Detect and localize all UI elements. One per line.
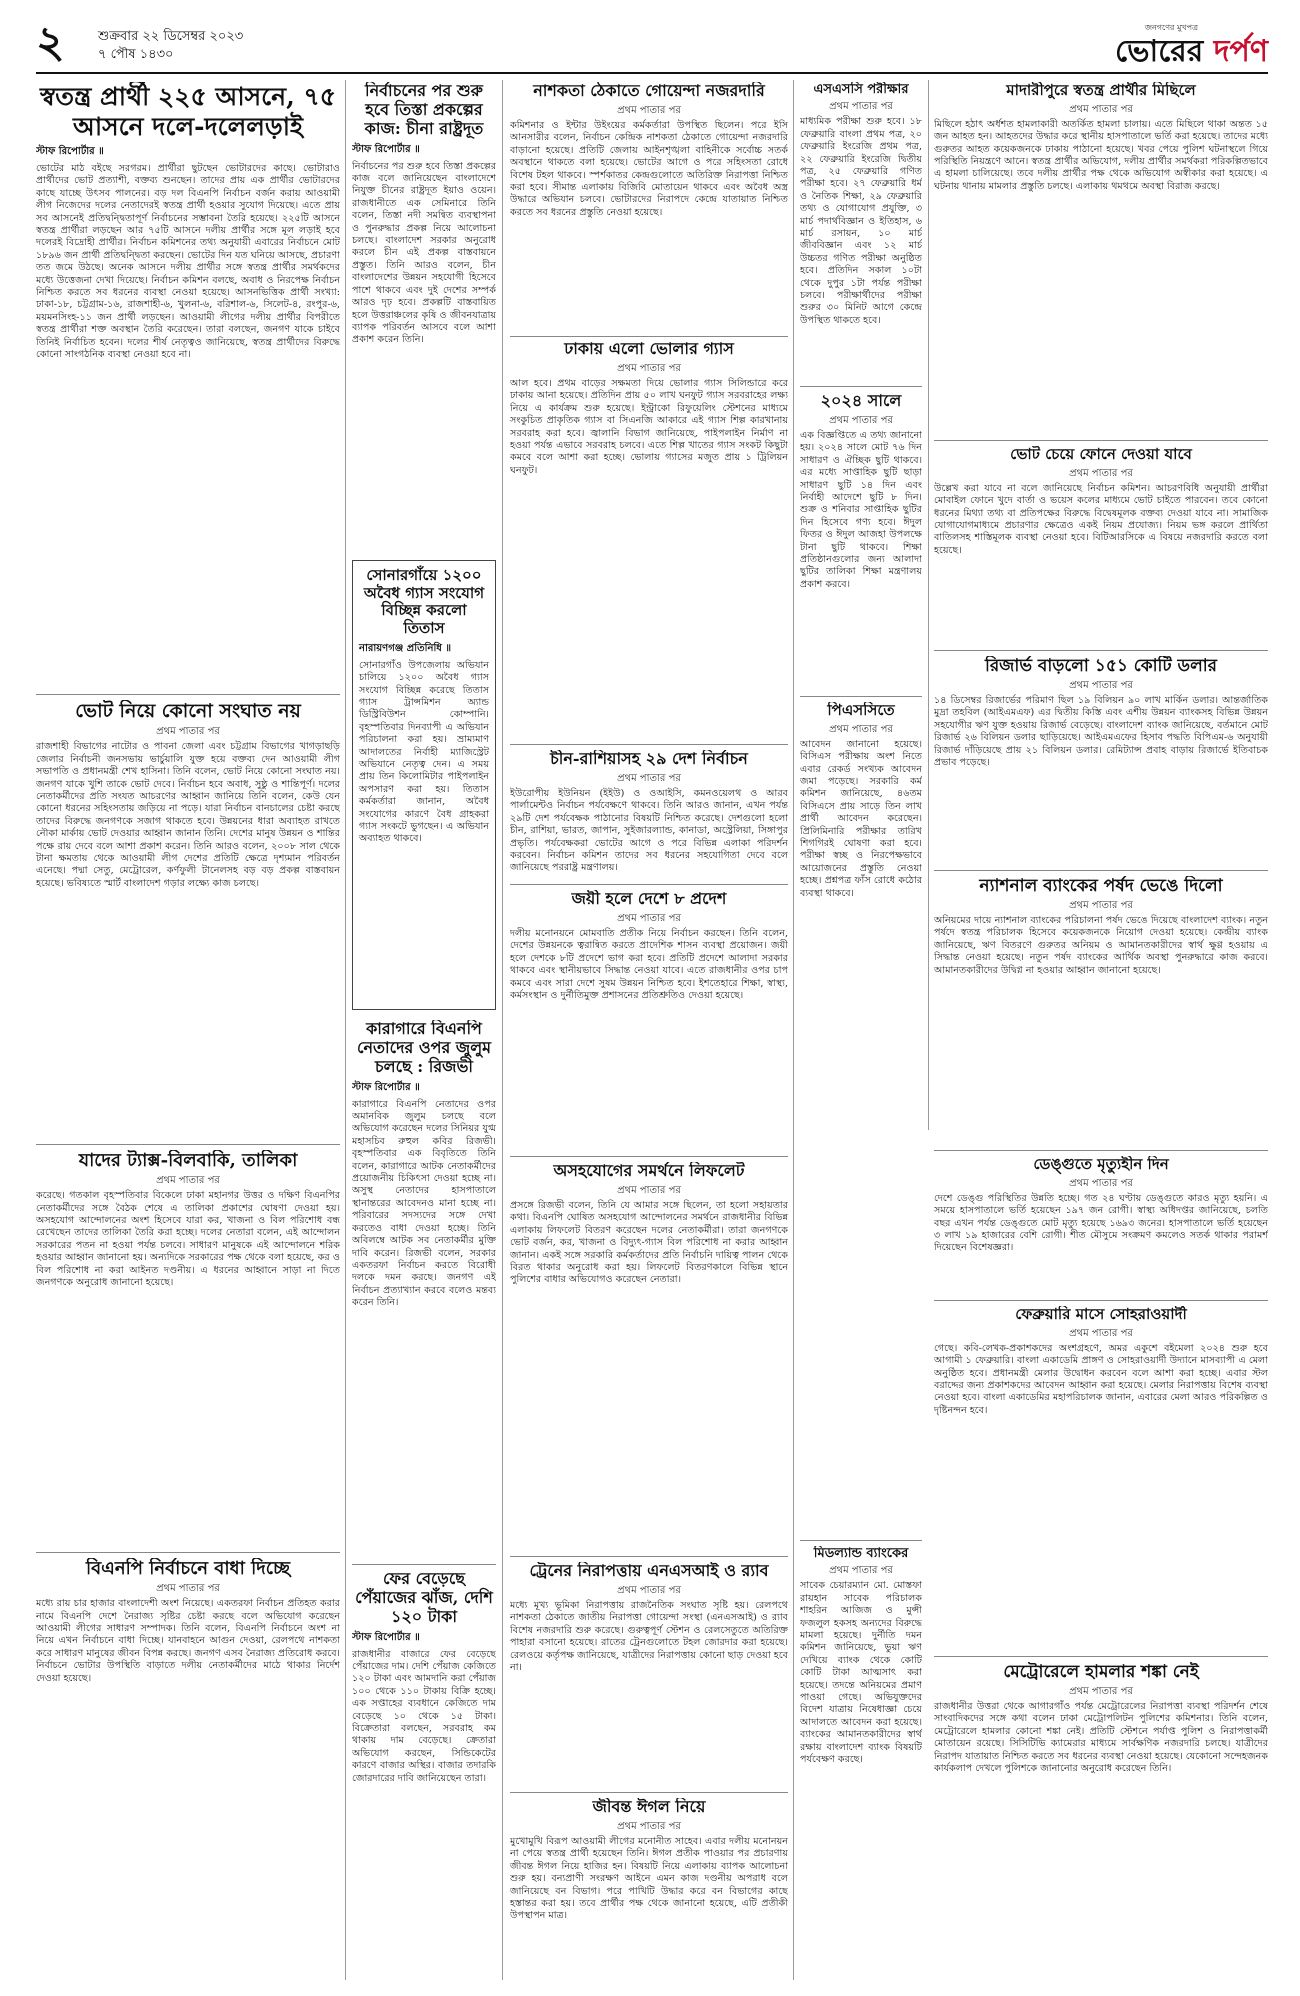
- article-body: মুখোমুখি বিরূপ আওয়ামী লীগের মনোনীত সাহেব। এবার দলীয় মনোনয়ন না পেয়ে স্বতন্ত্র প্রার্থী হয়েছেন তিনি। ঈগল প্রতীক পাওয়ার পর প্রচারণায় জীবন্ত ঈগল নিয়ে হাজির হন। বিষয়টি নিয়ে এলাকায় ব্যাপক আলোচনা শুরু হয়। বন্যপ্রাণী সংরক্ষণ আইনে এমন কাজ দণ্ডনীয় অপরাধ বলে জানিয়েছে বন বিভাগ। পরে পাখিটি উদ্ধার করে বন বিভাগের কাছে হস্তান্তর করা হয়। তবে প্রার্থীর পক্ষ থেকে জানানো হয়েছে, এটি প্রতীকী উপস্থাপন মাত্র।: [510, 1835, 788, 1922]
- article-phone-vote: [934, 446, 1268, 646]
- headline: নাশকতা ঠেকাতে গোয়েন্দা নজরদারি: [533, 82, 765, 100]
- article-suhrawardy: [934, 1306, 1268, 1652]
- continued-label: প্রথম পাতার পর: [829, 1565, 893, 1577]
- column-divider: [345, 80, 346, 1980]
- headline: পিএসসিতে: [827, 702, 895, 719]
- article-sabotage-surveillance: [510, 82, 788, 332]
- continued-label: প্রথম পাতার পর: [617, 104, 681, 116]
- newspaper-logo: [1115, 22, 1268, 69]
- article-body: রাজধানীর বাজারে ফের বেড়েছে পেঁয়াজের দাম। দেশি পেঁয়াজ কেজিতে ১২০ টাকা এবং আমদানি করা পেঁয়াজ ১০০ থেকে ১১০ টাকায় বিক্রি হচ্ছে। এক সপ্তাহের ব্যবধানে কেজিতে দাম বেড়েছে ১০ থেকে ১৫ টাকা। বিক্রেতারা বলছেন, সরবরাহ কম থাকায় দাম বেড়েছে। ক্রেতারা অভিযোগ করছেন, সিন্ডিকেটের কারণে বাজার অস্থির। বাজার তদারকি জোরদারের দাবি জানিয়েছেন তারা।: [352, 1648, 496, 1784]
- article-body: আবেদন জানানো হয়েছে। বিসিএস পরীক্ষায় অংশ নিতে এবার রেকর্ড সংখ্যক আবেদন জমা পড়েছে। সরকারি কর্ম কমিশন জানিয়েছে, ৪৬তম বিসিএসে প্রায় সাড়ে তিন লাখ প্রার্থী আবেদন করেছেন। প্রিলিমিনারি পরীক্ষার তারিখ শিগগিরই ঘোষণা করা হবে। পরীক্ষা স্বচ্ছ ও নিরপেক্ষভাবে আয়োজনের প্রস্তুতি নেওয়া হচ্ছে। প্রশ্নপত্র ফাঁস রোধে কঠোর ব্যবস্থা থাকবে।: [800, 738, 922, 899]
- article-onion: [352, 1570, 496, 1978]
- article-china-russia: [510, 750, 788, 880]
- article-body: দলীয় মনোনয়নে মোমবাতি প্রতীক নিয়ে নির্বাচন করছেন। তিনি বলেন, দেশের উন্নয়নকে ত্বরান্বিত করতে প্রাদেশিক শাসন ব্যবস্থা প্রয়োজন। জয়ী হলে দেশকে ৮টি প্রদেশে ভাগ করা হবে। প্রতিটি প্রদেশে আলাদা সরকার থাকবে এবং স্থানীয়ভাবে সিদ্ধান্ত নেওয়া যাবে। এতে রাজধানীর ওপর চাপ কমবে এবং সারা দেশে সুষম উন্নয়ন নিশ্চিত হবে। ইশতেহারে শিক্ষা, স্বাস্থ্য, কর্মসংস্থান ও দুর্নীতিমুক্ত প্রশাসনের প্রতিশ্রুতিও দেওয়া হয়েছে।: [510, 927, 788, 1001]
- article-ssc: [800, 82, 922, 382]
- headline: জয়ী হলে দেশে ৮ প্রদেশ: [571, 890, 727, 908]
- article-separator: [934, 870, 1268, 871]
- article-body: রাজধানীর উত্তরা থেকে আগারগাঁও পর্যন্ত মেট্রোরেলের নিরাপত্তা ব্যবস্থা পরিদর্শন শেষে সাংবাদিকদের সঙ্গে কথা বলেন ঢাকা মেট্রোপলিটন পুলিশের কমিশনার। তিনি বলেন, মেট্রোরেলে হামলার কোনো শঙ্কা নেই। প্রতিটি স্টেশনে পর্যাপ্ত পুলিশ ও নিরাপত্তাকর্মী মোতায়েন রয়েছে। সিসিটিভি ক্যামেরার মাধ্যমে সার্বক্ষণিক নজরদারি চলছে। যাত্রীদের নিরাপদ যাতায়াত নিশ্চিত করতে সব ধরনের ব্যবস্থা নেওয়া হয়েছে। যেকোনো সন্দেহজনক কার্যকলাপ দেখলে পুলিশকে জানানোর অনুরোধ করেছেন তিনি।: [934, 1701, 1268, 1775]
- column-divider: [502, 80, 503, 1980]
- article-reserve: [934, 656, 1268, 866]
- headline: মিডল্যান্ড ব্যাংকের: [813, 1546, 909, 1561]
- continued-label: প্রথম পাতার পর: [156, 1583, 220, 1595]
- article-tista: [352, 82, 496, 552]
- article-separator: [36, 1144, 340, 1145]
- headline: মেট্রোরেলে হামলার শঙ্কা নেই: [1003, 1662, 1199, 1682]
- article-2024: [800, 392, 922, 692]
- byline: স্টাফ রিপোর্টার ॥: [352, 143, 420, 155]
- article-separator: [934, 1150, 1268, 1151]
- headline: ২০২৪ সালে: [820, 392, 902, 410]
- headline: চীন-রাশিয়াসহ ২৯ দেশ নির্বাচন: [550, 750, 748, 768]
- headline: মাদারীপুরে স্বতন্ত্র প্রার্থীর মিছিলে: [1006, 82, 1196, 99]
- headline: কারাগারে বিএনপি নেতাদের ওপর জুলুম চলছে : রিজভী: [356, 1020, 492, 1076]
- dateline: [98, 28, 243, 64]
- article-bnp-jail: [352, 1020, 496, 1560]
- article-body: করেছে। গতকাল বৃহস্পতিবার বিকেলে ঢাকা মহানগর উত্তর ও দক্ষিণ বিএনপির নেতাকর্মীদের সঙ্গে বৈঠক শেষে এ তালিকা প্রকাশের ঘোষণা দেওয়া হয়। অসহযোগ আন্দোলনের অংশ হিসেবে যারা কর, খাজনা ও বিল পরিশোধ বন্ধ রেখেছেন তাদের তালিকা তৈরি করা হচ্ছে। দলের নেতারা বলেন, এই আন্দোলন সরকারের পতন না হওয়া পর্যন্ত চলবে। সাধারণ মানুষকে এই আন্দোলনে শরিক হওয়ার আহ্বান জানানো হয়। অন্যদিকে সরকারের পক্ষ থেকে বলা হয়েছে, কর ও বিল পরিশোধ না করা আইনত দণ্ডনীয়। এ ধরনের আহ্বানে সাড়া না দিতে জনগণকে অনুরোধ জানানো হয়েছে।: [36, 1190, 340, 1289]
- headline: অসহযোগের সমর্থনে লিফলেট: [553, 1162, 745, 1180]
- article-separator: [934, 440, 1268, 441]
- article-separator: [36, 694, 340, 695]
- continued-label: প্রথম পাতার পর: [1069, 103, 1133, 115]
- article-body: মিছিলে হঠাৎ অর্ধশত হামলাকারী অতর্কিত হামলা চালায়। এতে মিছিলে থাকা অন্তত ১৫ জন আহত হন। আহতদের উদ্ধার করে স্থানীয় হাসপাতালে ভর্তি করা হয়েছে। তাদের মধ্যে গুরুতর আহত কয়েকজনকে ঢাকায় পাঠানো হয়েছে। খবর পেয়ে পুলিশ ঘটনাস্থলে গিয়ে পরিস্থিতি নিয়ন্ত্রণে আনে। স্বতন্ত্র প্রার্থীর অভিযোগ, দলীয় প্রার্থীর সমর্থকরা পরিকল্পিতভাবে এ হামলা চালিয়েছে। তবে দলীয় প্রার্থীর পক্ষ থেকে অভিযোগ অস্বীকার করা হয়েছে। এ ঘটনায় থানায় মামলার প্রস্তুতি চলছে। এলাকায় থমথমে অবস্থা বিরাজ করছে।: [934, 118, 1268, 192]
- article-body: মধ্যে রায় চার হাজার বাংলাদেশী অংশ নিয়েছে। একতরফা নির্বাচন প্রতিহত করার নামে বিএনপি দেশে নৈরাজ্য সৃষ্টির চেষ্টা করছে বলে অভিযোগ করেছেন আওয়ামী লীগের সাধারণ সম্পাদক। তিনি বলেন, বিএনপি নির্বাচনে অংশ না নিয়ে এখন নির্বাচনে বাধা দিচ্ছে। যানবাহনে আগুন দেওয়া, রেলপথে নাশকতা করে সাধারণ মানুষের জীবন বিপন্ন করছে। জনগণ এসব নৈরাজ্য প্রতিরোধ করবে। নির্বাচনে ভোটার উপস্থিতি বাড়াতে দলীয় নেতাকর্মীদের মাঠে থাকার নির্দেশ দেওয়া হয়েছে।: [36, 1598, 340, 1684]
- continued-label: প্রথম পাতার পর: [617, 1584, 681, 1596]
- article-body: কারাগারে বিএনপি নেতাদের ওপর অমানবিক জুলুম চলছে বলে অভিযোগ করেছেন দলের সিনিয়র যুগ্ম মহাসচিব রুহুল কবির রিজভী। বৃহস্পতিবার এক বিবৃতিতে তিনি বলেন, কারাগারে আটক নেতাকর্মীদের প্রয়োজনীয় চিকিৎসা দেওয়া হচ্ছে না। অসুস্থ নেতাদের হাসপাতালে স্থানান্তরের আবেদনও মানা হচ্ছে না। পরিবারের সদস্যদের সঙ্গে দেখা করতেও বাধা দেওয়া হচ্ছে। তিনি অবিলম্বে আটক সব নেতাকর্মীর মুক্তি দাবি করেন। রিজভী বলেন, সরকার একতরফা নির্বাচন করতে বিরোধী দলকে দমন করছে। জনগণ এই নির্বাচন প্রত্যাখ্যান করবে বলেও মন্তব্য করেন তিনি।: [352, 1098, 496, 1309]
- article-separator: [352, 1564, 496, 1565]
- article-separator: [934, 1656, 1268, 1657]
- headline: বিএনপি নির্বাচনে বাধা দিচ্ছে: [85, 1558, 291, 1579]
- article-separator: [510, 884, 788, 885]
- continued-label: প্রথম পাতার পর: [829, 101, 893, 113]
- continued-label: প্রথম পাতার পর: [617, 772, 681, 784]
- article-separator: [510, 1792, 788, 1793]
- headline: ভোট নিয়ে কোনো সংঘাত নয়: [75, 700, 301, 722]
- headline: ভোট চেয়ে ফোনে দেওয়া যাবে: [1010, 446, 1192, 463]
- headline: ফের বেড়েছে পেঁয়াজের ঝাঁজ, দেশি ১২০ টাকা: [355, 1570, 493, 1626]
- article-separator: [510, 1156, 788, 1157]
- article-leaflet: [510, 1162, 788, 1552]
- date-gregorian: শুক্রবার ২২ ডিসেম্বর ২০২৩: [98, 29, 244, 44]
- byline: স্টাফ রিপোর্টার ॥: [352, 1081, 420, 1093]
- logo-tagline: জনগণের মুখপত্র: [1144, 23, 1198, 32]
- logo-name: ভোরের দর্পণ: [1114, 34, 1268, 69]
- article-dengue: [934, 1156, 1268, 1296]
- article-body: সোনারগাঁও উপজেলায় অভিযান চালিয়ে ১২০০ অবৈধ গ্যাস সংযোগ বিচ্ছিন্ন করেছে তিতাস গ্যাস ট্রান্সমিশন অ্যান্ড ডিস্ট্রিবিউশন কোম্পানি। বৃহস্পতিবার দিনব্যাপী এ অভিযান পরিচালনা করা হয়। ভ্রাম্যমাণ আদালতের নির্বাহী ম্যাজিস্ট্রেট অভিযানে নেতৃত্ব দেন। এ সময় প্রায় তিন কিলোমিটার পাইপলাইন অপসারণ করা হয়। তিতাস কর্মকর্তারা জানান, অবৈধ সংযোগের কারণে বৈধ গ্রাহকরা গ্যাস সংকটে ভুগছেন। এ অভিযান অব্যাহত থাকবে।: [359, 659, 489, 845]
- headline: সোনারগাঁয়ে ১২০০ অবৈধ গ্যাস সংযোগ বিচ্ছিন্ন করলো তিতাস: [363, 566, 485, 638]
- headline: ফেব্রুয়ারি মাসে সোহরাওয়ার্দী: [1015, 1306, 1187, 1323]
- headline: ঢাকায় এলো ভোলার গ্যাস: [564, 340, 734, 358]
- article-body: নির্বাচনের পর শুরু হবে তিস্তা প্রকল্পের কাজ বলে জানিয়েছেন বাংলাদেশে নিযুক্ত চীনের রাষ্ট্রদূত ইয়াও ওয়েন। রাজধানীতে এক সেমিনারে তিনি বলেন, তিস্তা নদী সমন্বিত ব্যবস্থাপনা ও পুনরুদ্ধার প্রকল্প নিয়ে আলোচনা চলছে। বাংলাদেশ সরকার অনুরোধ করলে চীন এই প্রকল্প বাস্তবায়নে প্রস্তুত। তিনি আরও বলেন, চীন বাংলাদেশের উন্নয়ন সহযোগী হিসেবে পাশে থাকবে এবং দুই দেশের সম্পর্ক আরও দৃঢ় হবে। প্রকল্পটি বাস্তবায়িত হলে উত্তরাঞ্চলের কৃষি ও জীবনযাত্রায় ব্যাপক পরিবর্তন আসবে বলে আশা প্রকাশ করেন তিনি।: [352, 160, 496, 346]
- article-separator: [800, 386, 922, 387]
- continued-label: প্রথম পাতার পর: [617, 912, 681, 924]
- article-separator: [800, 696, 922, 697]
- article-body: প্রসঙ্গে রিজভী বলেন, তিনি যে আমার সঙ্গে ছিলেন, তা হলো সহায়তার কথা। বিএনপি ঘোষিত অসহযোগ আন্দোলনের সমর্থনে রাজধানীর বিভিন্ন এলাকায় লিফলেট বিতরণ করেছেন দলের নেতাকর্মীরা। তারা জনগণকে ভোট বর্জন, কর, খাজনা ও বিদ্যুৎ-গ্যাস বিল পরিশোধ না করার আহ্বান জানান। একই সঙ্গে সরকারি কর্মকর্তাদের প্রতি নির্বাচনি দায়িত্ব পালন থেকে বিরত থাকার অনুরোধ করা হয়। লিফলেট বিতরণকালে বিভিন্ন স্থানে পুলিশের বাধার অভিযোগও করেছেন নেতারা।: [510, 1199, 788, 1286]
- article-train-security: [510, 1562, 788, 1788]
- article-tax: [36, 1150, 340, 1548]
- continued-label: প্রথম পাতার পর: [829, 723, 893, 735]
- headline: স্বতন্ত্র প্রার্থী ২২৫ আসনে, ৭৫ আসনে দলে-দলেলড়াই: [40, 82, 336, 141]
- article-madaripur: [934, 82, 1268, 437]
- column-divider: [793, 80, 794, 1980]
- continued-label: প্রথম পাতার পর: [1069, 1327, 1133, 1339]
- continued-label: প্রথম পাতার পর: [1069, 900, 1133, 912]
- continued-label: প্রথম পাতার পর: [1069, 1177, 1133, 1189]
- article-eight-provinces: [510, 890, 788, 1152]
- continued-label: প্রথম পাতার পর: [829, 414, 893, 426]
- continued-label: প্রথম পাতার পর: [1069, 680, 1133, 692]
- masthead-rule: [36, 72, 1268, 74]
- article-body: মাধ্যমিক পরীক্ষা শুরু হবে। ১৮ ফেব্রুয়ারি বাংলা প্রথম পত্র, ২০ ফেব্রুয়ারি ইংরেজি প্রথম পত্র, ২২ ফেব্রুয়ারি ইংরেজি দ্বিতীয় পত্র, ২৫ ফেব্রুয়ারি গণিত পরীক্ষা হবে। ২৭ ফেব্রুয়ারি ধর্ম ও নৈতিক শিক্ষা, ২৯ ফেব্রুয়ারি তথ্য ও যোগাযোগ প্রযুক্তি, ৩ মার্চ পদার্থবিজ্ঞান ও ইতিহাস, ৬ মার্চ রসায়ন, ১০ মার্চ জীববিজ্ঞান এবং ১২ মার্চ উচ্চতর গণিত পরীক্ষা অনুষ্ঠিত হবে। প্রতিদিন সকাল ১০টা থেকে দুপুর ১টা পর্যন্ত পরীক্ষা চলবে। পরীক্ষার্থীদের পরীক্ষা শুরুর ৩০ মিনিট আগে কেন্দ্রে উপস্থিত থাকতে হবে।: [800, 116, 922, 326]
- article-psc: [800, 702, 922, 1142]
- article-body: ১৪ ডিসেম্বর রিজার্ভের পরিমাণ ছিল ১৯ বিলিয়ন ৯০ লাখ মার্কিন ডলার। আন্তর্জাতিক মুদ্রা তহবিল (আইএমএফ) এর দ্বিতীয় কিস্তি এবং এশীয় উন্নয়ন ব্যাংকসহ বিভিন্ন উন্নয়ন সহযোগীর ঋণ যুক্ত হওয়ায় রিজার্ভ বেড়েছে। বাংলাদেশ ব্যাংক জানিয়েছে, বর্তমানে মোট রিজার্ভ ২৬ বিলিয়ন ডলার ছাড়িয়েছে। আইএমএফের হিসাব পদ্ধতি বিপিএম-৬ অনুযায়ী রিজার্ভ দাঁড়িয়েছে প্রায় ২১ বিলিয়ন ডলার। রেমিট্যান্স প্রবাহ বাড়ায় রিজার্ভে ইতিবাচক প্রভাব পড়েছে।: [934, 695, 1268, 769]
- article-body: রাজশাহী বিভাগের নাটোর ও পাবনা জেলা এবং চট্টগ্রাম বিভাগের খাগড়াছড়ি জেলার নির্বাচনী জনসভায় ভার্চুয়ালি যুক্ত হয়ে বক্তব্য দেন আওয়ামী লীগ সভাপতি ও প্রধানমন্ত্রী শেখ হাসিনা। তিনি বলেন, ভোট নিয়ে কোনো সংঘাত নয়। জনগণ যাকে খুশি তাকে ভোট দেবে। নির্বাচন হবে অবাধ, সুষ্ঠু ও শান্তিপূর্ণ। দলের নেতাকর্মীদের প্রতি সংযত আচরণের আহ্বান জানিয়ে তিনি বলেন, কেউ যেন কোনো ধরনের সহিংসতায় জড়িয়ে না পড়ে। যারা নির্বাচন বানচালের চেষ্টা করছে তাদের বিরুদ্ধে জনগণকে সজাগ থাকতে হবে। উন্নয়নের ধারা অব্যাহত রাখতে নৌকা মার্কায় ভোট দেওয়ার আহ্বান জানান তিনি। দেশের মানুষ উন্নয়ন ও শান্তির পক্ষে রায় দেবে বলে আশা প্রকাশ করেন। তিনি আরও বলেন, ২০০৮ সাল থেকে টানা ক্ষমতায় থেকে আওয়ামী লীগ দেশের প্রতিটি ক্ষেত্রে দৃশ্যমান পরিবর্তন এনেছে। পদ্মা সেতু, মেট্রোরেল, কর্ণফুলী টানেলসহ বড় বড় প্রকল্প বাস্তবায়ন হয়েছে। ভবিষ্যতে স্মার্ট বাংলাদেশ গড়ার লক্ষ্যে কাজ চলছে।: [36, 741, 340, 889]
- article-body: মধ্যে মূখ্য ভূমিকা নিরাপত্তায় রাজনৈতিক সংঘাত সৃষ্টি হয়। রেলপথে নাশকতা ঠেকাতে জাতীয় নিরাপত্তা গোয়েন্দা সংস্থা (এনএসআই) ও র‍্যাব বিশেষ নজরদারি শুরু করেছে। গুরুত্বপূর্ণ স্টেশন ও রেলসেতুতে অতিরিক্ত পাহারা বসানো হয়েছে। রাতের ট্রেনগুলোতে টহল জোরদার করা হয়েছে। রেলওয়ে কর্তৃপক্ষ জানিয়েছে, যাত্রীদের নিরাপত্তায় কোনো ছাড় দেওয়া হবে না।: [510, 1599, 788, 1673]
- article-separator: [800, 1540, 922, 1541]
- article-midland-bank: [800, 1546, 922, 1978]
- headline: ন্যাশনাল ব্যাংকের পর্ষদ ভেঙে দিলো: [979, 876, 1223, 896]
- article-separator: [510, 744, 788, 745]
- article-bnp-obstacle: [36, 1558, 340, 1978]
- byline: নারায়ণগঞ্জ প্রতিনিধি ॥: [359, 642, 452, 654]
- byline: স্টাফ রিপোর্টার ॥: [352, 1631, 420, 1643]
- article-separator: [934, 1300, 1268, 1301]
- article-body: গেছে। কবি-লেখক-প্রকাশকদের অংশগ্রহণে, অমর একুশে বইমেলা ২০২৪ শুরু হবে আগামী ১ ফেব্রুয়ারি। বাংলা একাডেমি প্রাঙ্গণ ও সোহরাওয়ার্দী উদ্যানে মাসব্যাপী এ মেলা অনুষ্ঠিত হবে। প্রধানমন্ত্রী মেলার উদ্বোধন করবেন বলে আশা করা হচ্ছে। এবার স্টল বরাদ্দের জন্য প্রকাশকদের আবেদন আহ্বান করা হয়েছে। মেলার নিরাপত্তায় বিশেষ ব্যবস্থা নেওয়া হবে। বাংলা একাডেমির মহাপরিচালক জানান, এবারের মেলা আরও পরিকল্পিত ও দৃষ্টিনন্দন হবে।: [934, 1342, 1268, 1416]
- article-live-eagle: [510, 1798, 788, 1978]
- article-body: সাবেক চেয়ারম্যান মো. মোস্তফা রায়হান সাবেক পরিচালক শাহরিন আজিজ ও মুন্সী ফজলুল হকসহ অন্যদের বিরুদ্ধে মামলা হয়েছে। দুর্নীতি দমন কমিশন জানিয়েছে, ভুয়া ঋণ দেখিয়ে ব্যাংক থেকে কোটি কোটি টাকা আত্মসাৎ করা হয়েছে। তদন্তে অনিয়মের প্রমাণ পাওয়া গেছে। অভিযুক্তদের বিদেশ যাত্রায় নিষেধাজ্ঞা চেয়ে আদালতে আবেদন করা হয়েছে। ব্যাংকের আমানতকারীদের স্বার্থ রক্ষায় বাংলাদেশ ব্যাংক বিষয়টি পর্যবেক্ষণ করছে।: [800, 1580, 922, 1766]
- continued-label: প্রথম পাতার পর: [156, 726, 220, 738]
- headline: রিজার্ভ বাড়লো ১৫১ কোটি ডলার: [984, 656, 1218, 676]
- column-divider: [928, 80, 929, 1130]
- date-bangla: ৭ পৌষ ১৪৩০: [98, 47, 174, 62]
- article-separator: [510, 336, 788, 337]
- article-body: উল্লেখ করা যাবে না বলে জানিয়েছে নির্বাচন কমিশন। আচরণবিধি অনুযায়ী প্রার্থীরা মোবাইল ফোনে খুদে বার্তা ও ভয়েস কলের মাধ্যমে ভোট চাইতে পারবেন। তবে কোনো ধরনের মিথ্যা তথ্য বা প্রতিপক্ষের বিরুদ্ধে বিদ্বেষমূলক বক্তব্য দেওয়া যাবে না। সামাজিক যোগাযোগমাধ্যমে প্রচারণার ক্ষেত্রেও একই নিয়ম প্রযোজ্য। নিয়ম ভঙ্গ করলে প্রার্থিতা বাতিলসহ শাস্তিমূলক ব্যবস্থা নেওয়া হবে। বিটিআরসিকে এ বিষয়ে নজরদারি করতে বলা হয়েছে।: [934, 482, 1268, 556]
- article-body: ভোটের মাঠ বইছে সরগরম। প্রার্থীরা ছুটছেন ভোটারদের কাছে। ভোটারাও প্রার্থীদের ভোট প্রত্যাশী, বক্তব্য শুনছেন। তাদের প্রায় এক প্রার্থীর ভোটারদের কাছে যাচ্ছে উৎসব পালনের। বড় দল বিএনপি নির্বাচন বর্জন করায় আওয়ামী লীগ নিজেদের দলের নেতাদেরই স্বতন্ত্র প্রার্থী হওয়ার সুযোগ দিয়েছে। এতে প্রায় সব আসনেই প্রতিদ্বন্দ্বিতাপূর্ণ নির্বাচনের সম্ভাবনা তৈরি হয়েছে। ২২৫টি আসনে স্বতন্ত্র প্রার্থীরা লড়ছেন আর ৭৫টি আসনে দলীয় প্রার্থীর সঙ্গে মূল লড়াই হবে দলেরই বিদ্রোহী প্রার্থীর। নির্বাচন কমিশনের তথ্য অনুযায়ী এবারের নির্বাচনে মোট ১৮৯৬ জন প্রার্থী প্রতিদ্বন্দ্বিতা করছেন। ভোটের দিন যত ঘনিয়ে আসছে, প্রচারণা তত জমে উঠছে। অনেক আসনে দলীয় প্রার্থীর সঙ্গে স্বতন্ত্র প্রার্থীর সমর্থকদের মধ্যে উত্তেজনা দেখা দিয়েছে। নির্বাচন কমিশন বলছে, অবাধ ও নিরপেক্ষ নির্বাচন নিশ্চিত করতে সব ধরনের ব্যবস্থা নেওয়া হয়েছে। আসনভিত্তিক প্রার্থী সংখ্যা: ঢাকা-১৮, চট্টগ্রাম-১৬, রাজশাহী-৬, খুলনা-৬, বরিশাল-৬, সিলেট-৪, রংপুর-৬, ময়মনসিংহ-১১ জন প্রার্থী লড়ছেন। আওয়ামী লীগের দলীয় প্রার্থীর বিপরীতে স্বতন্ত্র প্রার্থীরা শক্ত অবস্থান তৈরি করেছেন। তারা বলছেন, জনগণ যাকে চাইবে তিনিই নির্বাচিত হবেন। দলের শীর্ষ নেতৃত্বও জানিয়েছে, স্বতন্ত্র প্রার্থীদের বিরুদ্ধে কোনো সাংগঠনিক ব্যবস্থা নেওয়া হবে না।: [36, 163, 340, 361]
- continued-label: প্রথম পাতার পর: [1069, 467, 1133, 479]
- article-body: ইউরোপীয় ইউনিয়ন (ইইউ) ও ওআইসি, কমনওয়েলথ ও আরব পার্লামেন্টও নির্বাচন পর্যবেক্ষণে থাকবে। তিনি আরও জানান, এখন পর্যন্ত ২৯টি দেশ পর্যবেক্ষক পাঠানোর বিষয়টি নিশ্চিত করেছে। দেশগুলো হলো চীন, রাশিয়া, ভারত, জাপান, সুইজারল্যান্ড, কানাডা, অস্ট্রেলিয়া, সিঙ্গাপুর প্রভৃতি। পর্যবেক্ষকরা ভোটের আগে ও পরে বিভিন্ন এলাকা পরিদর্শন করবেন। নির্বাচন কমিশন তাদের সব ধরনের সহযোগিতা দেবে বলে জানিয়েছে পররাষ্ট্র মন্ত্রণালয়।: [510, 787, 788, 874]
- headline: ট্রেনের নিরাপত্তায় এনএসআই ও র‍্যাব: [529, 1562, 769, 1580]
- article-separator: [510, 1556, 788, 1557]
- continued-label: প্রথম পাতার পর: [617, 1820, 681, 1832]
- continued-label: প্রথম পাতার পর: [1069, 1686, 1133, 1698]
- article-bhola-gas: [510, 340, 788, 740]
- article-gas-connections: [352, 560, 496, 1010]
- continued-label: প্রথম পাতার পর: [156, 1175, 220, 1187]
- article-national-bank: [934, 876, 1268, 1146]
- article-metro-rail: [934, 1662, 1268, 1978]
- headline: যাদের ট্যাক্স-বিলবাকি, তালিকা: [78, 1150, 298, 1171]
- article-separator: [934, 650, 1268, 651]
- article-body: আল হবে। প্রথম বাড়ের সক্ষমতা দিয়ে ভোলার গ্যাস সিলিন্ডারে করে ঢাকায় আনা হয়েছে। প্রতিদিন প্রায় ৫০ লাখ ঘনফুট গ্যাস সরবরাহের লক্ষ্য নিয়ে এ কার্যক্রম শুরু হয়েছে। ইন্ট্রাকো রিফুয়েলিং স্টেশনের মাধ্যমে সংকুচিত প্রাকৃতিক গ্যাস বা সিএনজি আকারে এই গ্যাস শিল্প কারখানায় সরবরাহ করা হবে। জ্বালানি বিভাগ জানিয়েছে, পাইপলাইন নির্মাণ না হওয়া পর্যন্ত এভাবে সরবরাহ চলবে। এতে শিল্প খাতের গ্যাস সংকট কিছুটা কমবে বলে আশা করা হচ্ছে। ভোলায় গ্যাসের মজুত প্রায় ১ ট্রিলিয়ন ঘনফুট।: [510, 377, 788, 476]
- headline: জীবন্ত ঈগল নিয়ে: [592, 1798, 706, 1816]
- article-no-conflict: [36, 700, 340, 1140]
- page-number: ২: [36, 17, 65, 68]
- article-body: অনিয়মের দায়ে ন্যাশনাল ব্যাংকের পরিচালনা পর্ষদ ভেঙে দিয়েছে বাংলাদেশ ব্যাংক। নতুন পর্ষদে স্বতন্ত্র পরিচালক হিসেবে কয়েকজনকে নিয়োগ দেওয়া হয়েছে। কেন্দ্রীয় ব্যাংক জানিয়েছে, ঋণ বিতরণে গুরুতর অনিয়ম ও আমানতকারীদের স্বার্থ ক্ষুণ্ণ হওয়ায় এ সিদ্ধান্ত নেওয়া হয়েছে। নতুন পর্ষদ ব্যাংকের আর্থিক অবস্থা পুনরুদ্ধারে কাজ করবে। আমানতকারীদের উদ্বিগ্ন না হওয়ার আহ্বান জানানো হয়েছে।: [934, 915, 1268, 976]
- continued-label: প্রথম পাতার পর: [617, 1184, 681, 1196]
- article-body: কমিশনার ও ইন্টার উইংয়ের কর্মকর্তারা উপস্থিত ছিলেন। পরে ইসি আনসারীর বলেন, নির্বাচন কেন্দ্রিক নাশকতা ঠেকাতে গোয়েন্দা নজরদারি বাড়ানো হয়েছে। প্রতিটি জেলায় আইনশৃঙ্খলা বাহিনীকে সর্বোচ্চ সতর্ক অবস্থানে থাকতে বলা হয়েছে। ভোটের আগে ও পরে সহিংসতা রোধে বিশেষ টহল থাকবে। স্পর্শকাতর কেন্দ্রগুলোতে অতিরিক্ত নিরাপত্তা নিশ্চিত করা হবে। সীমান্ত এলাকায় বিজিবি মোতায়েন থাকবে এবং অবৈধ অস্ত্র উদ্ধারে অভিযান চলবে। ভোটারদের নিরাপদে কেন্দ্রে যাতায়াত নিশ্চিত করতে সব ধরনের প্রস্তুতি নেওয়া হয়েছে।: [510, 119, 788, 218]
- headline: এসএসসি পরীক্ষার: [813, 82, 909, 97]
- continued-label: প্রথম পাতার পর: [617, 362, 681, 374]
- byline: স্টাফ রিপোর্টার ॥: [36, 146, 104, 157]
- masthead: [36, 17, 1268, 69]
- headline: ডেঙ্গুতে মৃত্যুহীন দিন: [1033, 1156, 1169, 1173]
- headline: নির্বাচনের পর শুরু হবে তিস্তা প্রকল্পের কাজ: চীনা রাষ্ট্রদূত: [364, 82, 484, 138]
- article-body: এক বিজ্ঞপ্তিতে এ তথ্য জানানো হয়। ২০২৪ সালে মোট ৭৬ দিন সাধারণ ও ঐচ্ছিক ছুটি থাকবে। এর মধ্যে সাপ্তাহিক ছুটি ছাড়া সাধারণ ছুটি ১৪ দিন এবং নির্বাহী আদেশে ছুটি ৮ দিন। শুক্র ও শনিবার সাপ্তাহিক ছুটির দিন হিসেবে গণ্য হবে। ঈদুল ফিতর ও ঈদুল আজহা উপলক্ষে টানা ছুটি থাকবে। শিক্ষা প্রতিষ্ঠানগুলোর জন্য আলাদা ছুটির তালিকা শিক্ষা মন্ত্রণালয় প্রকাশ করবে।: [800, 429, 922, 590]
- article-body: দেশে ডেঙ্গু পরিস্থিতির উন্নতি হচ্ছে। গত ২৪ ঘণ্টায় ডেঙ্গুতে কারও মৃত্যু হয়নি। এ সময়ে হাসপাতালে ভর্তি হয়েছেন ১৯৭ জন রোগী। স্বাস্থ্য অধিদপ্তর জানিয়েছে, চলতি বছর এখন পর্যন্ত ডেঙ্গুতে মোট মৃত্যু হয়েছে ১৬৯৩ জনের। হাসপাতালে ভর্তি হয়েছেন ৩ লাখ ১৯ হাজারের বেশি রোগী। শীত মৌসুমে সংক্রমণ কমলেও সতর্ক থাকার পরামর্শ দিয়েছেন বিশেষজ্ঞরা।: [934, 1192, 1268, 1254]
- article-lead: [36, 82, 340, 692]
- article-separator: [36, 1552, 340, 1553]
